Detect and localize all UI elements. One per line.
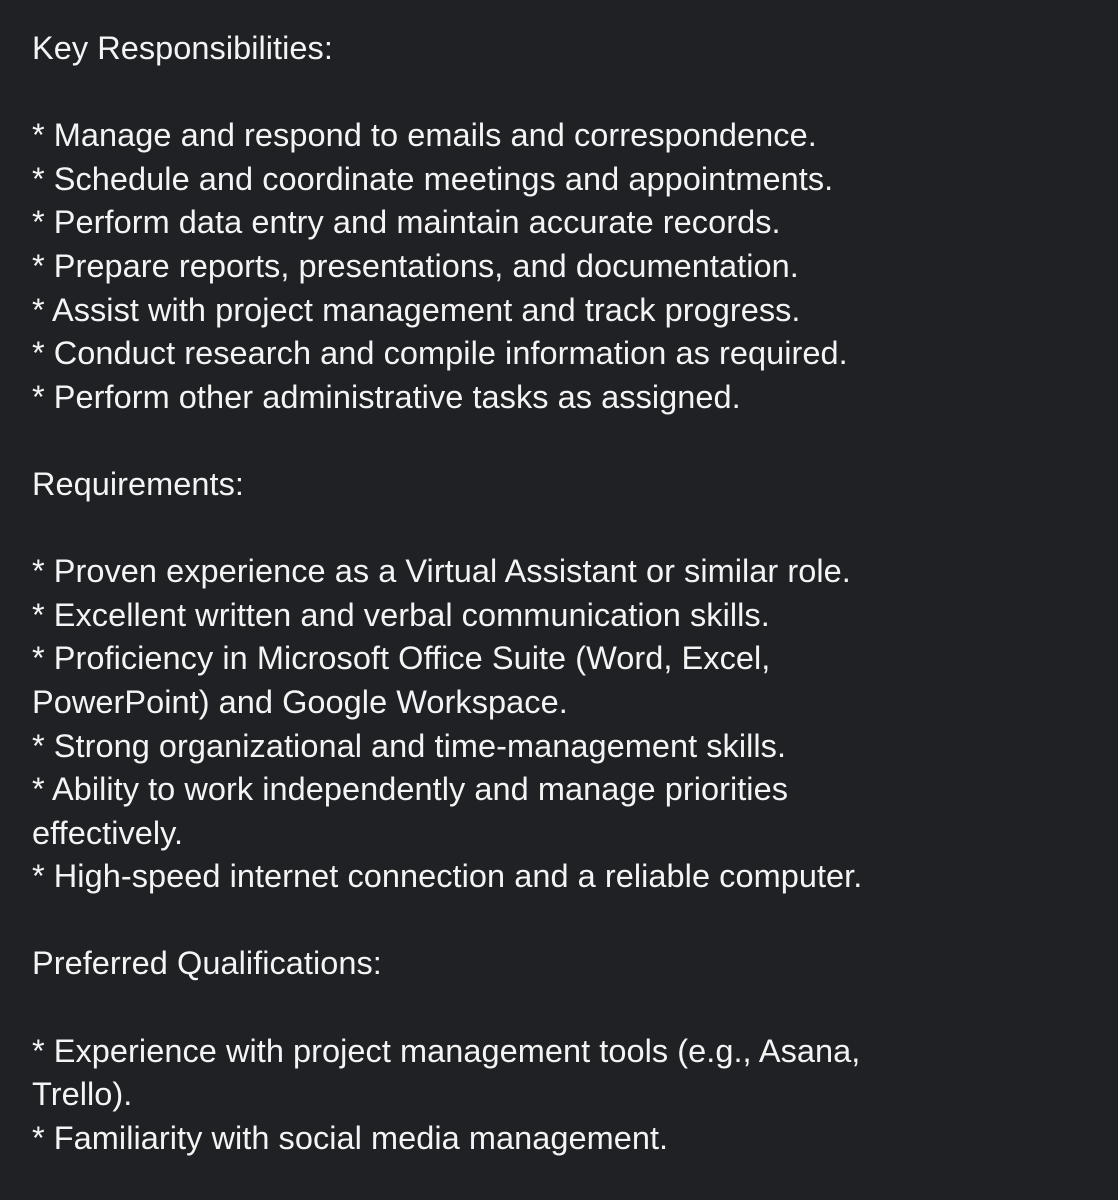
list-item: * Ability to work independently and manage priorities — [32, 771, 789, 808]
list-item-continuation: PowerPoint) and Google Workspace. — [32, 683, 568, 720]
list-item: * Manage and respond to emails and correspondence. — [32, 117, 817, 154]
list-item: * Proficiency in Microsoft Office Suite (Word, Excel, — [32, 640, 771, 677]
list-item: * Prepare reports, presentations, and documentation. — [32, 247, 799, 284]
list-item: * Perform data entry and maintain accurate records. — [32, 204, 781, 241]
list-item: * Proven experience as a Virtual Assistant or similar role. — [32, 553, 851, 590]
list-item: * Assist with project management and track progress. — [32, 291, 801, 328]
section-heading-preferred-qualifications: Preferred Qualifications: — [32, 945, 382, 982]
list-item: * Schedule and coordinate meetings and appointments. — [32, 160, 834, 197]
list-item: * Familiarity with social media management. — [32, 1119, 669, 1156]
list-item: * Perform other administrative tasks as assigned. — [32, 378, 741, 415]
list-item: * High-speed internet connection and a reliable computer. — [32, 858, 863, 895]
list-item: * Excellent written and verbal communication skills. — [32, 596, 770, 633]
blank-line — [32, 71, 1086, 115]
blank-line — [32, 899, 1086, 943]
list-item: * Strong organizational and time-management skills. — [32, 727, 787, 764]
blank-line — [32, 507, 1086, 551]
list-item: * Conduct research and compile information as required. — [32, 335, 848, 372]
list-item: * Experience with project management tools (e.g., Asana, — [32, 1032, 861, 1069]
blank-line — [32, 419, 1086, 463]
list-item-continuation: Trello). — [32, 1076, 133, 1113]
list-item-continuation: effectively. — [32, 814, 184, 851]
blank-line — [32, 986, 1086, 1030]
section-heading-key-responsibilities: Key Responsibilities: — [32, 30, 333, 66]
section-heading-requirements: Requirements: — [32, 465, 244, 502]
